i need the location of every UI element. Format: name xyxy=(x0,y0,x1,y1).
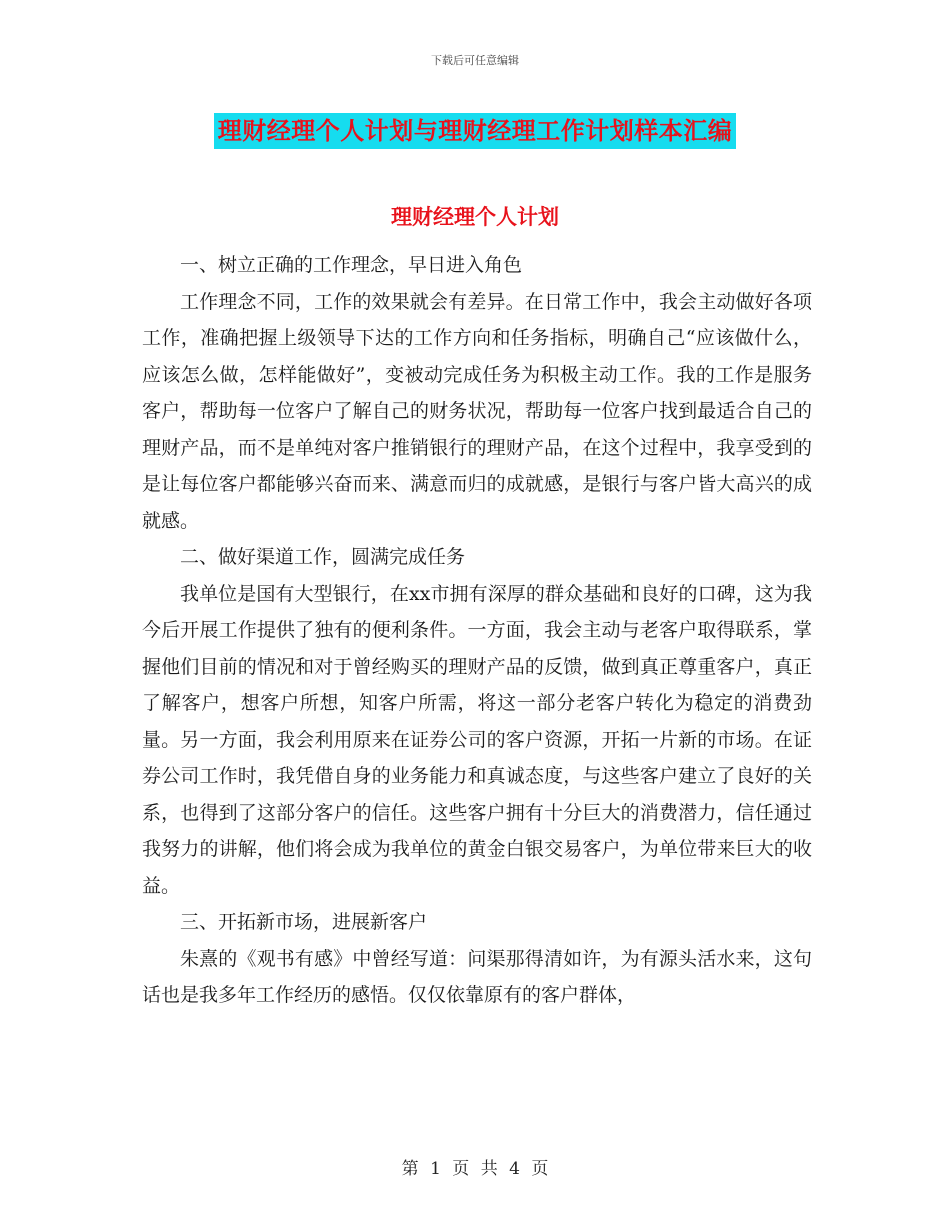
heading-1: 一、树立正确的工作理念，早日进入角色 xyxy=(180,254,523,276)
paragraph-3: 朱熹的《观书有感》中曾经写道：问渠那得清如许，为有源头活水来，这句话也是我多年工作经历的感悟。仅仅依靠原有的客户群体， xyxy=(142,947,812,1006)
paragraph-1: 工作理念不同，工作的效果就会有差异。在日常工作中，我会主动做好各项工作，准确把握上级领导下达的工作方向和任务指标，明确自己“应该做什么，应该怎么做，怎样能做好”，变被动完成任务为积极主动工作。我的工作是服务客户，帮助每一位客户了解自己的财务状况，帮助每一位客户找到最适合自己的理财产品，而不是单纯对客户推销银行的理财产品，在这个过程中，我享受到的是让每位客户都能够兴奋而来、满意而归的成就感，是银行与客户皆大高兴的成就感。 xyxy=(142,290,812,532)
section-title: 理财经理个人计划 xyxy=(391,204,559,229)
main-title-wrap xyxy=(0,113,950,149)
header-note: 下载后可任意编辑 xyxy=(431,54,519,67)
main-title: 理财经理个人计划与理财经理工作计划样本汇编 xyxy=(214,113,737,149)
paragraph-2: 我单位是国有大型银行，在xx市拥有深厚的群众基础和良好的口碑，这为我今后开展工作提供了独有的便利条件。一方面，我会主动与老客户取得联系，掌握他们目前的情况和对于曾经购买的理财产品的反馈，做到真正尊重客户，真正了解客户，想客户所想，知客户所需，将这一部分老客户转化为稳定的消费劲量。另一方面，我会利用原来在证券公司的客户资源，开拓一片新的市场。在证券公司工作时，我凭借自身的业务能力和真诚态度，与这些客户建立了良好的关系，也得到了这部分客户的信任。这些客户拥有十分巨大的消费潜力，信任通过我努力的讲解，他们将会成为我单位的黄金白银交易客户，为单位带来巨大的收益。 xyxy=(142,582,812,897)
heading-3: 三、开拓新市场，进展新客户 xyxy=(180,911,428,933)
body-text xyxy=(142,247,812,1014)
page-number-footer: 第 1 页 共 4 页 xyxy=(401,1159,549,1179)
heading-2: 二、做好渠道工作，圆满完成任务 xyxy=(180,546,466,568)
